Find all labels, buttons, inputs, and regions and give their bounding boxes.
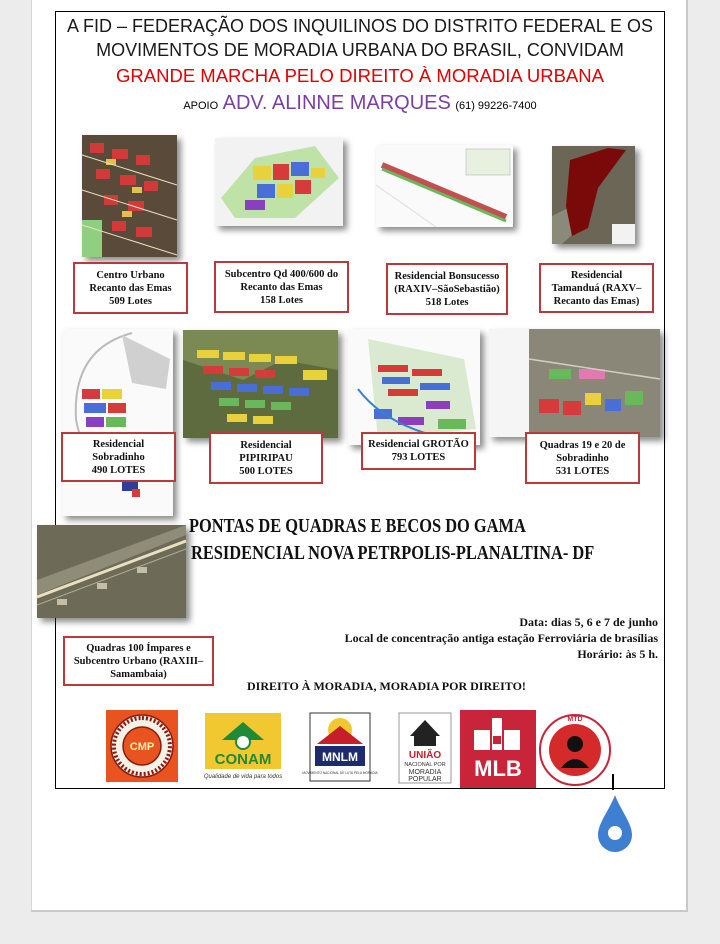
mnlm-logo-subtitle: MOVIMENTO NACIONAL DE LUTA PELA MORADIA bbox=[302, 771, 378, 775]
label-line: Sobradinho bbox=[556, 452, 609, 464]
label-line: Subcentro Qd 400/600 do bbox=[224, 268, 339, 280]
map-grotao bbox=[348, 329, 480, 445]
cmp-logo bbox=[106, 710, 178, 782]
apoio-label: APOIO bbox=[183, 100, 219, 112]
label-sobradinho bbox=[61, 432, 176, 482]
label-line: 500 LOTES bbox=[239, 465, 293, 477]
header-line-2: MOVIMENTOS DE MORADIA URBANA DO BRASIL, CONVIDAM bbox=[96, 40, 624, 60]
mlb-logo bbox=[460, 710, 536, 788]
map-subcentro-recanto bbox=[215, 138, 343, 226]
label-quadras-19-20 bbox=[525, 432, 640, 484]
label-line: Residencial bbox=[92, 438, 145, 450]
label-line: Quadras 100 Ímpares e bbox=[86, 642, 191, 654]
conam-logo-text: CONAM bbox=[214, 751, 272, 768]
label-grotao bbox=[361, 432, 476, 470]
label-line: Recanto das Emas) bbox=[553, 295, 640, 307]
label-line: Residencial bbox=[240, 439, 292, 451]
label-line: 531 LOTES bbox=[555, 465, 610, 477]
event-date: Data: dias 5, 6 e 7 de junho bbox=[519, 615, 658, 629]
water-drop-icon[interactable] bbox=[596, 793, 634, 853]
conam-logo bbox=[204, 712, 282, 782]
label-line: 793 LOTES bbox=[391, 452, 446, 463]
label-subcentro-recanto bbox=[214, 261, 349, 313]
slogan: DIREITO À MORADIA, MORADIA POR DIREITO! bbox=[247, 679, 526, 693]
label-line: Recanto das Emas bbox=[89, 282, 172, 294]
map-samambaia bbox=[37, 525, 186, 618]
map-tamandua bbox=[552, 146, 635, 244]
uniao-logo-line3: MORADIA bbox=[408, 769, 442, 776]
label-line: Centro Urbano bbox=[96, 269, 165, 281]
label-line: Samambaia) bbox=[110, 668, 167, 680]
phone-number: (61) 99226-7400 bbox=[455, 100, 537, 112]
map-bonsucesso bbox=[376, 145, 513, 227]
label-line: Residencial GROTÃO bbox=[368, 439, 469, 450]
label-line: Quadras 19 e 20 de bbox=[539, 439, 626, 451]
headline-planaltina: RESIDENCIAL NOVA PETRPOLIS-PLANALTINA- DF bbox=[191, 542, 595, 564]
label-pipiripau bbox=[209, 432, 323, 484]
text-cursor bbox=[612, 774, 614, 790]
mtd-logo-text: MTD bbox=[567, 716, 583, 723]
label-line: 509 Lotes bbox=[109, 295, 152, 307]
label-line: (RAXIV–SãoSebastião) bbox=[394, 283, 500, 295]
label-line: Residencial bbox=[570, 269, 623, 281]
mtd-logo bbox=[537, 710, 613, 788]
label-line: Sobradinho bbox=[92, 451, 145, 463]
label-centro-urbano bbox=[73, 262, 188, 314]
uniao-logo-text: UNIÃO bbox=[408, 750, 442, 761]
label-line: 158 Lotes bbox=[260, 294, 303, 306]
map-pipiripau bbox=[183, 330, 338, 438]
header-line-1: A FID – FEDERAÇÃO DOS INQUILINOS DO DISTRITO FEDERAL E OS bbox=[66, 16, 654, 36]
conam-logo-subtitle: Qualidade de vida para todos bbox=[203, 774, 283, 780]
headline-gama: PONTAS DE QUADRAS E BECOS DO GAMA bbox=[189, 515, 526, 537]
mnlm-logo bbox=[302, 712, 378, 782]
lawyer-name: ADV. ALINNE MARQUES bbox=[222, 92, 451, 114]
label-line: Residencial Bonsucesso bbox=[394, 270, 500, 282]
label-line: 518 Lotes bbox=[425, 296, 469, 308]
map-sobradinho bbox=[62, 329, 173, 516]
event-location: Local de concentração antiga estação Ferroviária de brasílias bbox=[344, 631, 658, 645]
uniao-logo bbox=[398, 712, 452, 784]
map-quadras-19-20 bbox=[489, 329, 660, 437]
label-line: 490 LOTES bbox=[91, 464, 146, 476]
label-bonsucesso bbox=[386, 263, 508, 315]
label-line: Recanto das Emas bbox=[240, 281, 323, 293]
mnlm-logo-text: MNLM bbox=[322, 750, 358, 764]
cmp-logo-text: CMP bbox=[129, 741, 155, 753]
label-line: Tamanduá (RAXV– bbox=[551, 282, 642, 294]
mlb-logo-text: MLB bbox=[474, 756, 522, 781]
header-support bbox=[0, 92, 720, 115]
label-samambaia bbox=[63, 636, 214, 686]
event-time: Horário: às 5 h. bbox=[577, 647, 658, 661]
map-centro-urbano bbox=[82, 135, 177, 257]
label-tamandua bbox=[539, 263, 654, 313]
uniao-logo-line4: POPULAR bbox=[408, 776, 442, 783]
label-line: PIPIRIPAU bbox=[239, 452, 293, 464]
uniao-logo-line2: NACIONAL POR bbox=[404, 762, 446, 768]
header-march-title: GRANDE MARCHA PELO DIREITO À MORADIA URBANA bbox=[116, 65, 604, 86]
label-line: Subcentro Urbano (RAXIII– bbox=[73, 655, 204, 667]
